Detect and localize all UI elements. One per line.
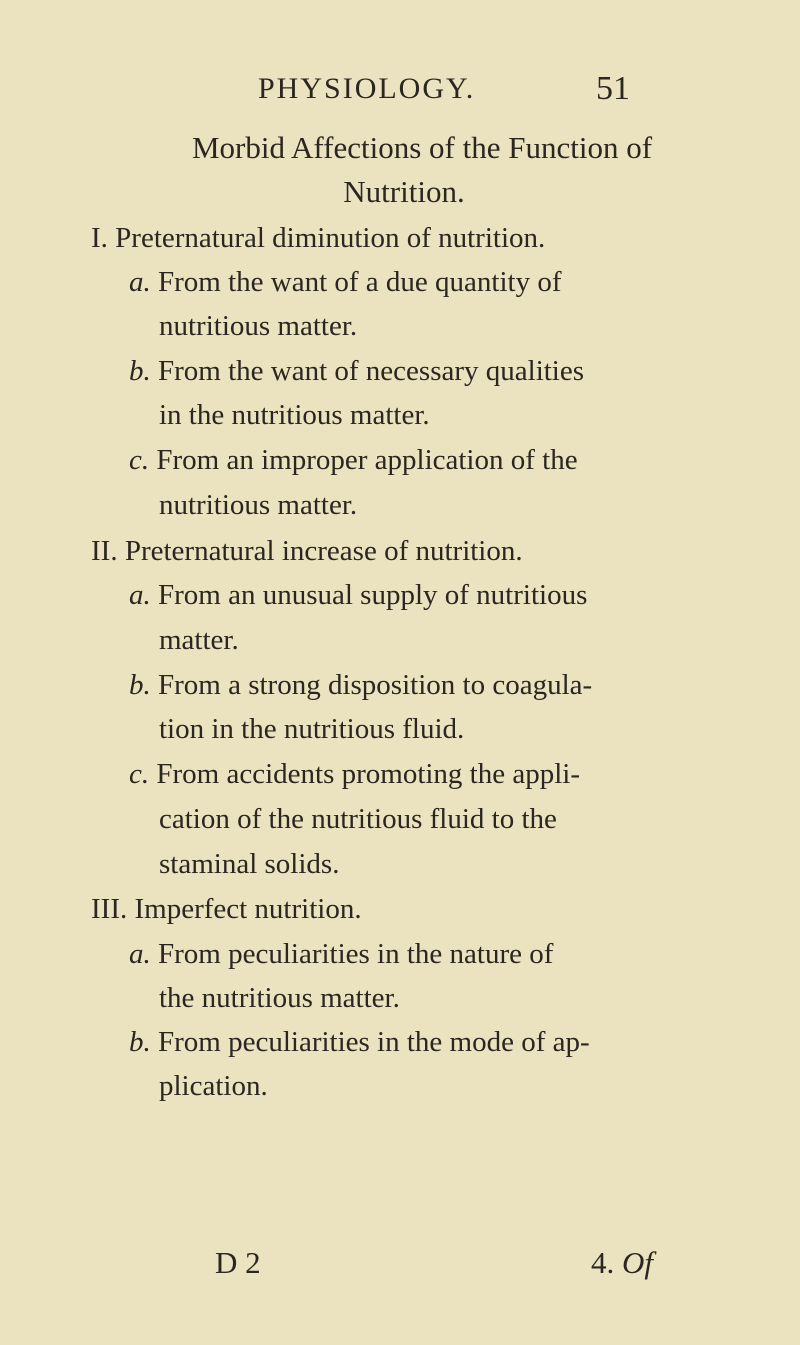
item-text: From a strong disposition to coagula- <box>158 669 593 701</box>
item-ii-a-cont: matter. <box>159 624 239 656</box>
running-head <box>0 72 800 112</box>
page-number: 51 <box>596 70 630 107</box>
item-iii-a <box>129 934 553 974</box>
section-title: Imperfect nutrition. <box>134 893 362 925</box>
item-ii-a <box>129 575 587 615</box>
catchword <box>591 1245 653 1281</box>
item-iii-b-cont: plication. <box>159 1070 268 1102</box>
item-ii-c-cont-1: cation of the nutritious fluid to the <box>159 803 557 835</box>
section-numeral: III. <box>91 893 128 925</box>
item-i-a-cont: nutritious matter. <box>159 310 358 342</box>
item-text: From the want of a due quantity of <box>158 266 562 298</box>
catchword-number: 4. <box>591 1245 615 1280</box>
item-mark: c. <box>129 444 150 476</box>
item-i-a <box>129 262 562 302</box>
running-title: PHYSIOLOGY. <box>258 72 476 105</box>
item-text: From peculiarities in the mode of ap- <box>158 1026 590 1058</box>
catchword-word: Of <box>622 1245 653 1280</box>
item-i-b-cont: in the nutritious matter. <box>159 399 430 431</box>
section-heading-iii <box>91 889 362 929</box>
item-ii-c <box>129 754 580 794</box>
item-i-b <box>129 351 584 391</box>
chapter-heading-line-2: Nutrition. <box>343 174 465 209</box>
item-i-c <box>129 440 578 480</box>
item-ii-b-cont: tion in the nutritious fluid. <box>159 713 465 745</box>
item-mark: a. <box>129 579 151 611</box>
item-ii-c-cont-2: staminal solids. <box>159 848 340 880</box>
section-heading-i <box>91 218 545 258</box>
item-iii-b <box>129 1022 590 1062</box>
item-text: From an unusual supply of nutritious <box>158 579 588 611</box>
item-mark: b. <box>129 1026 151 1058</box>
item-ii-b <box>129 665 592 705</box>
item-iii-a-cont: the nutritious matter. <box>159 982 400 1014</box>
item-text: From peculiarities in the nature of <box>158 938 554 970</box>
signature-mark: D 2 <box>215 1245 261 1280</box>
section-numeral: II. <box>91 535 118 567</box>
item-text: From an improper application of the <box>156 444 578 476</box>
section-heading-ii <box>91 531 523 571</box>
section-title: Preternatural diminution of nutrition. <box>115 222 546 254</box>
chapter-heading-line-1: Morbid Affections of the Function of <box>191 130 653 165</box>
item-mark: a. <box>129 938 151 970</box>
section-title: Preternatural increase of nutrition. <box>124 535 523 567</box>
item-text: From accidents promoting the appli- <box>156 758 581 790</box>
item-mark: a. <box>129 266 151 298</box>
item-mark: b. <box>129 669 151 701</box>
item-mark: c. <box>129 758 150 790</box>
item-mark: b. <box>129 355 151 387</box>
section-numeral: I. <box>91 222 108 254</box>
item-text: From the want of necessary qualities <box>158 355 585 387</box>
item-i-c-cont: nutritious matter. <box>159 489 358 521</box>
